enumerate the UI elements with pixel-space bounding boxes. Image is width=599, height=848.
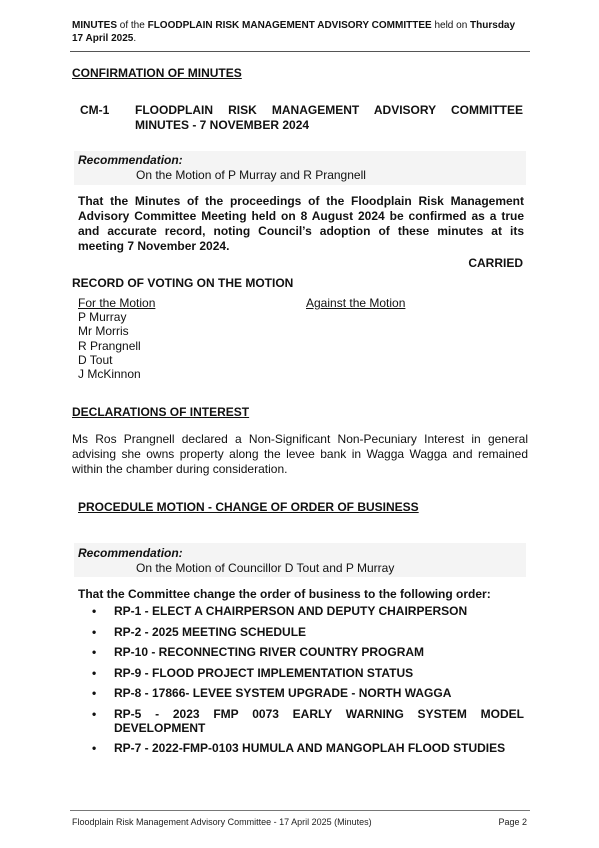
header-divider — [70, 51, 530, 52]
procedural-recommendation-label: Recommendation: — [78, 546, 183, 560]
list-item-text: RP-9 - FLOOD PROJECT IMPLEMENTATION STATUS — [114, 665, 414, 680]
list-item-text: RP-7 - 2022-FMP-0103 HUMULA AND MANGOPLAH FLOOD STUDIES — [114, 741, 506, 755]
voting-heading: RECORD OF VOTING ON THE MOTION — [72, 276, 294, 290]
for-motion-label: For the Motion — [78, 296, 156, 310]
declarations-text: Ms Ros Prangnell declared a Non-Significant Non-Pecuniary Interest in general advising she owns property along the levee bank in Wagga Wagga and remained within the chamber during consideration. — [72, 432, 528, 476]
bullet-icon: • — [92, 686, 97, 700]
motion-result: CARRIED — [468, 256, 523, 270]
footer-title: Floodplain Risk Management Advisory Committee - 17 April 2025 (Minutes) — [72, 817, 372, 827]
bullet-icon: • — [92, 741, 97, 755]
order-intro-text: That the Committee change the order of business to the following order: — [78, 587, 491, 601]
recommendation-label: Recommendation: — [78, 153, 183, 167]
procedural-heading: PROCEDULE MOTION - CHANGE OF ORDER OF BUSINESS — [78, 500, 419, 514]
resolution-text: That the Minutes of the proceedings of the Floodplain Risk Management Advisory Committee Meeting held on 8 August 2024 be confirmed as a true and accurate record, noting Council’s adoption of these minutes at its meeting 7 November 2024. — [78, 194, 524, 253]
list-item-text: RP-2 - 2025 MEETING SCHEDULE — [114, 624, 307, 639]
bullet-icon: • — [92, 604, 97, 618]
item-title: FLOODPLAIN RISK MANAGEMENT ADVISORY COMMITTEE MINUTES - 7 NOVEMBER 2024 — [135, 103, 523, 132]
header-date: 17 April 2025 — [72, 33, 134, 44]
for-motion-column — [78, 296, 155, 381]
list-item — [92, 604, 524, 618]
voter-name: Mr Morris — [78, 324, 129, 339]
voter-name: D Tout — [78, 352, 113, 367]
bullet-icon: • — [92, 706, 97, 721]
header-minutes-word: MINUTES — [72, 20, 117, 31]
list-item-text: RP-5 - 2023 FMP 0073 EARLY WARNING SYSTEM MODEL DEVELOPMENT — [114, 706, 524, 735]
list-item — [92, 645, 524, 659]
header-period: . — [133, 33, 137, 44]
page-number: Page 2 — [498, 817, 527, 827]
list-item — [92, 741, 524, 755]
list-item — [92, 686, 524, 700]
header-committee: FLOODPLAIN RISK MANAGEMENT ADVISORY COMMITTEE — [147, 20, 432, 31]
bullet-icon: • — [92, 645, 97, 659]
list-item-text: RP-1 - ELECT A CHAIRPERSON AND DEPUTY CHAIRPERSON — [114, 604, 468, 618]
confirmation-heading: CONFIRMATION OF MINUTES — [72, 66, 242, 80]
against-motion-label: Against the Motion — [306, 296, 406, 310]
against-motion-column — [306, 296, 405, 310]
header-held-on: held on — [434, 20, 468, 31]
voter-name: P Murray — [78, 310, 127, 325]
footer-divider — [70, 810, 530, 811]
list-item-text: RP-10 - RECONNECTING RIVER COUNTRY PROGRAM — [114, 645, 425, 659]
list-item — [92, 625, 524, 639]
order-of-business-list — [92, 604, 524, 762]
bullet-icon: • — [92, 665, 97, 680]
list-item-text: RP-8 - 17866- LEVEE SYSTEM UPGRADE - NORTH WAGGA — [114, 686, 452, 700]
procedural-motion-text: On the Motion of Councillor D Tout and P Murray — [136, 561, 395, 575]
header-day: Thursday — [470, 20, 516, 31]
header-of-the: of the — [119, 20, 145, 31]
bullet-icon: • — [92, 624, 97, 639]
item-code: CM-1 — [80, 103, 110, 117]
list-item — [92, 666, 524, 680]
list-item — [92, 707, 524, 735]
voter-name: R Prangnell — [78, 338, 141, 353]
motion-mover-text: On the Motion of P Murray and R Prangnell — [136, 168, 366, 182]
page-header — [72, 19, 532, 45]
voter-name: J McKinnon — [78, 367, 141, 382]
declarations-heading: DECLARATIONS OF INTEREST — [72, 405, 250, 419]
